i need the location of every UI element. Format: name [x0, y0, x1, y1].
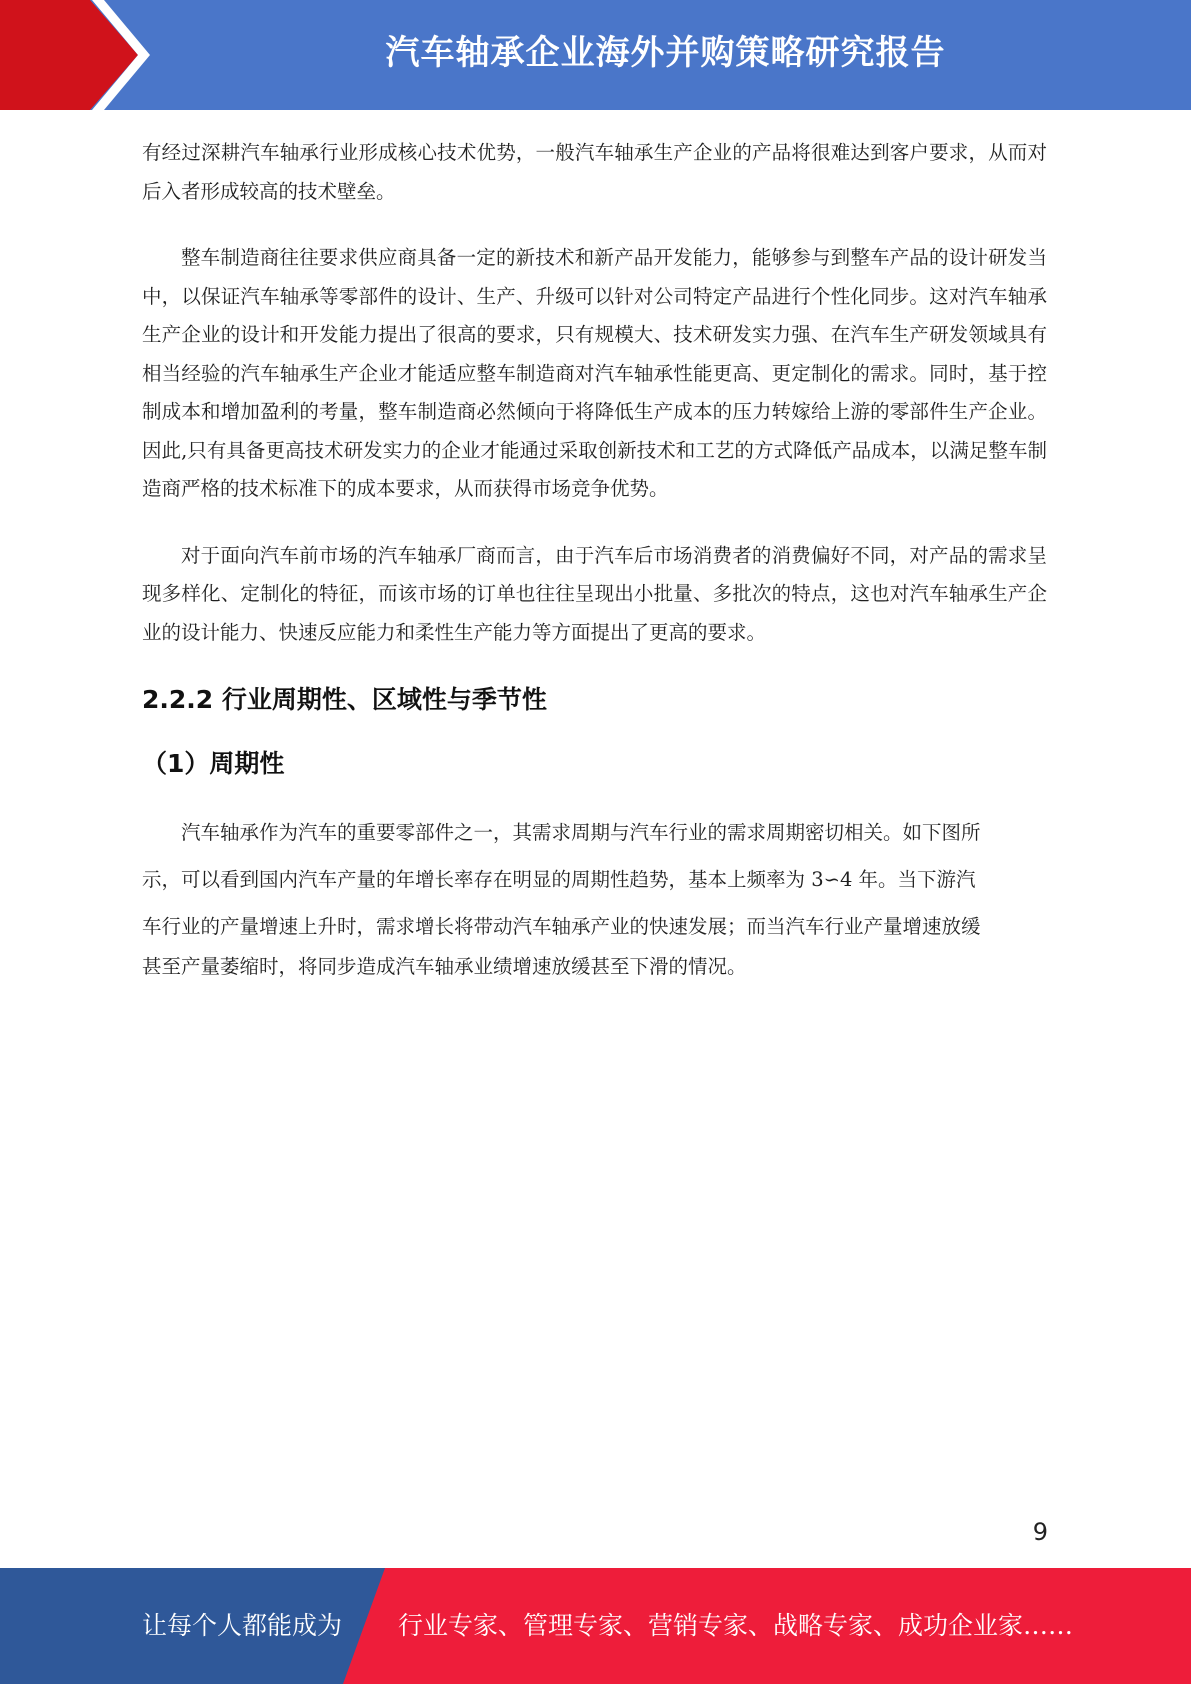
document-body [142, 134, 1047, 986]
report-title: 汽车轴承企业海外并购策略研究报告 [385, 33, 946, 73]
paragraph-2: 整车制造商往往要求供应商具备一定的新技术和新产品开发能力，能够参与到整车产品的设计研发当中，以保证汽车轴承等零部件的设计、生产、升级可以针对公司特定产品进行个性化同步。这对汽车轴承生产企业的设计和开发能力提出了很高的要求，只有规模大、技术研发实力强、在汽车生产研发领域具有相当经验的汽车轴承生产企业才能适应整车制造商对汽车轴承性能更高、更定制化的需求。同时，基于控制成本和增加盈利的考量，整车制造商必然倾向于将降低生产成本的压力转嫁给上游的零部件生产企业。因此,只有具备更高技术研发实力的企业才能通过采取创新技术和工艺的方式降低产品成本，以满足整车制造商严格的技术标准下的成本要求，从而获得市场竞争优势。 [142, 246, 1047, 500]
paragraph-4-line-4: 甚至产量萎缩时，将同步造成汽车轴承业绩增速放缓甚至下滑的情况。 [142, 955, 747, 978]
page-header [0, 0, 1191, 110]
header-red-chevron-shape [0, 0, 150, 110]
footer-slogan-right: 行业专家、管理专家、营销专家、战略专家、成功企业家…… [398, 1611, 1074, 1640]
paragraph-4-line-3: 车行业的产量增速上升时，需求增长将带动汽车轴承产业的快速发展；而当汽车行业产量增速放缓 [142, 915, 981, 938]
page-number: 9 [1032, 1518, 1048, 1546]
paragraph-4 [142, 812, 1047, 986]
footer-slogan-left: 让每个人都能成为 [142, 1611, 343, 1640]
paragraph-3: 对于面向汽车前市场的汽车轴承厂商而言，由于汽车后市场消费者的消费偏好不同，对产品的需求呈现多样化、定制化的特征，而该市场的订单也往往呈现出小批量、多批次的特点，这也对汽车轴承生产企业的设计能力、快速反应能力和柔性生产能力等方面提出了更高的要求。 [142, 543, 1047, 644]
page-footer [0, 1568, 1191, 1684]
subsection-heading: （1）周期性 [142, 749, 285, 778]
section-heading: 2.2.2 行业周期性、区域性与季节性 [142, 685, 547, 714]
paragraph-4-line-2: 示，可以看到国内汽车产量的年增长率存在明显的周期性趋势，基本上频率为 3∽4 年。当下游汽 [142, 868, 976, 891]
paragraph-1: 有经过深耕汽车轴承行业形成核心技术优势，一般汽车轴承生产企业的产品将很难达到客户要求，从而对后入者形成较高的技术壁垒。 [142, 141, 1047, 203]
paragraph-4-line-1: 汽车轴承作为汽车的重要零部件之一，其需求周期与汽车行业的需求周期密切相关。如下图所 [181, 821, 981, 844]
